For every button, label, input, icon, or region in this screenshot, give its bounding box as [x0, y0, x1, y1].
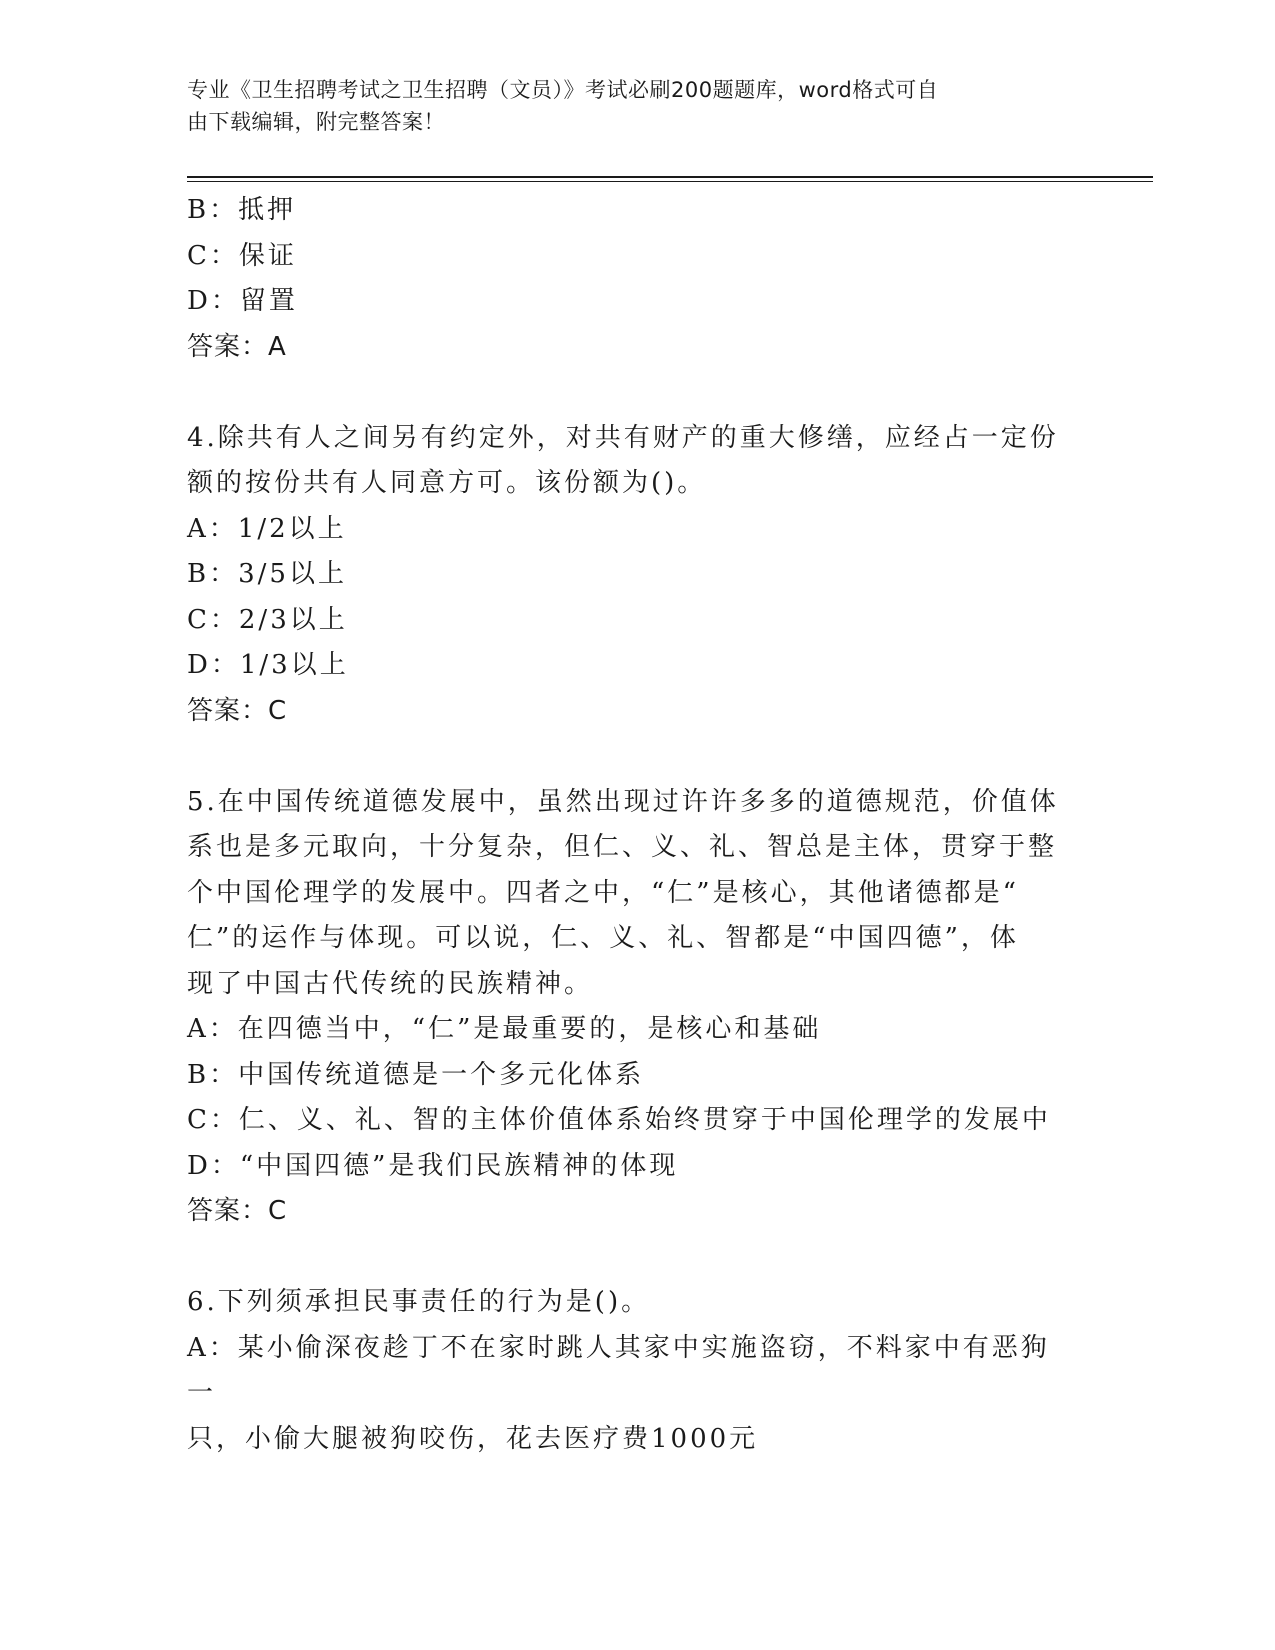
q3-option-c: C：保证 [187, 240, 297, 271]
spacer [187, 734, 1067, 780]
document-body [187, 188, 1067, 1462]
q5-option-d: D：“中国四德”是我们民族精神的体现 [187, 1150, 679, 1181]
header-divider-thick [187, 176, 1153, 178]
question-3-continued [187, 188, 1067, 370]
spacer [187, 370, 1067, 416]
q6-option-a-line-2: 只，小偷大腿被狗咬伤，花去医疗费1000元 [187, 1423, 759, 1454]
q3-answer: 答案：A [187, 331, 287, 362]
header-line-2: 由下载编辑，附完整答案！ [187, 110, 445, 134]
q3-option-b: B：抵押 [187, 195, 297, 225]
q4-option-a: A：1/2以上 [187, 513, 347, 544]
q4-stem-line-1: 4.除共有人之间另有约定外，对共有财产的重大修缮，应经占一定份 [187, 422, 1059, 453]
q3-option-d: D：留置 [187, 286, 298, 316]
question-5 [187, 780, 1067, 1235]
question-6 [187, 1280, 1067, 1462]
q4-option-b: B：3/5以上 [187, 559, 347, 589]
q4-stem-line-2: 额的按份共有人同意方可。该份额为()。 [187, 468, 707, 498]
q4-option-c: C：2/3以上 [187, 604, 348, 635]
q5-stem-line-5: 现了中国古代传统的民族精神。 [187, 968, 594, 999]
q6-option-a-line-1: A：某小偷深夜趁丁不在家时跳人其家中实施盗窃，不料家中有恶狗一 [187, 1332, 1050, 1408]
q5-stem-line-3: 个中国伦理学的发展中。四者之中，“仁”是核心，其他诸德都是“ [187, 877, 1019, 908]
q5-option-c: C：仁、义、礼、智的主体价值体系始终贯穿于中国伦理学的发展中 [187, 1105, 1051, 1135]
header-line-1: 专业《卫生招聘考试之卫生招聘（文员）》考试必刷200题题库，word格式可自 [187, 78, 939, 102]
q5-stem-line-1: 5.在中国传统道德发展中，虽然出现过许许多多的道德规范，价值体 [187, 786, 1059, 817]
header-divider-thin [187, 181, 1153, 182]
q5-answer: 答案：C [187, 1196, 288, 1226]
q4-option-d: D：1/3以上 [187, 650, 349, 680]
q5-option-b: B：中国传统道德是一个多元化体系 [187, 1059, 645, 1090]
spacer [187, 1235, 1067, 1281]
q5-stem-line-2: 系也是多元取向，十分复杂，但仁、义、礼、智总是主体，贯穿于整 [187, 832, 1058, 862]
q6-stem: 6.下列须承担民事责任的行为是()。 [187, 1287, 651, 1317]
document-header [187, 74, 1067, 138]
question-4 [187, 416, 1067, 735]
q4-answer: 答案：C [187, 695, 288, 726]
q5-stem-line-4: 仁”的运作与体现。可以说，仁、义、礼、智都是“中国四德”，体 [187, 923, 1019, 953]
q5-option-a: A：在四德当中，“仁”是最重要的，是核心和基础 [187, 1014, 822, 1044]
